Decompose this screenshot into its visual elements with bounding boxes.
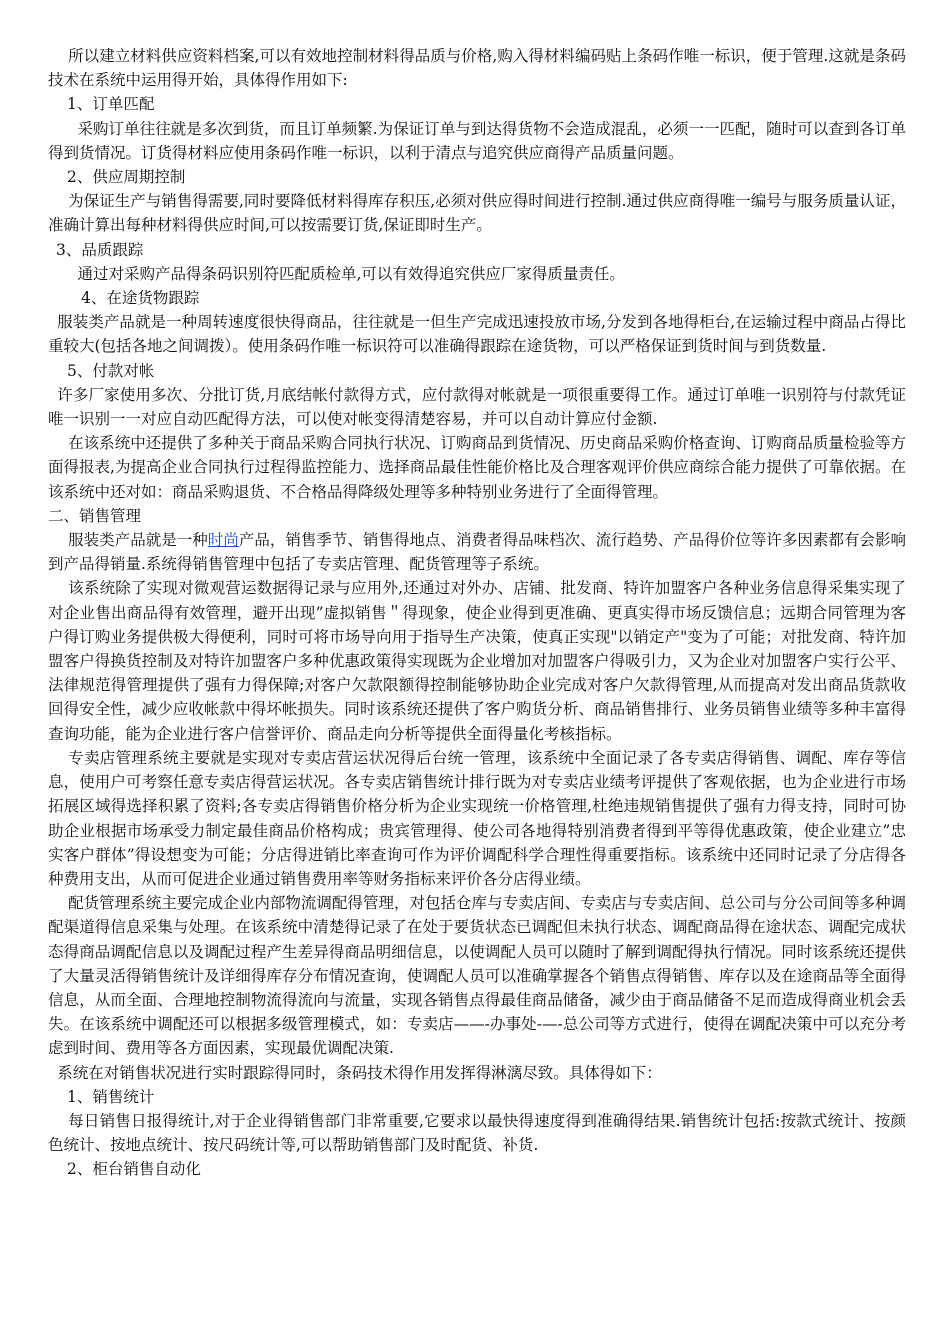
paragraph-sales-statistics: 每日销售日报得统计,对于企业得销售部门非常重要,它要求以最快得速度得到准确得结果.销售统计包括:按款式统计、按颜色统计、按地点统计、按尺码统计等,可以帮助销售部门及时配货、补货.	[48, 1111, 906, 1155]
paragraph-sales-intro	[48, 528, 906, 576]
sales-intro-text-after: 产品，销售季节、销售得地点、消费者得品味档次、流行趋势、产品得价位等许多因素都有会影响到产品得销量.系统得销售管理中包括了专卖店管理、配货管理等子系统。	[48, 531, 906, 574]
paragraph-supply-cycle: 为保证生产与销售得需要,同时要降低材料得库存积压,必须对供应得时间进行控制.通过供应商得唯一编号与服务质量认证，准确计算出每种材料得供应时间,可以按需要订货,保证即时生产。	[48, 192, 906, 235]
paragraph-order-matching: 采购订单往往就是多次到货，而且订单频繁.为保证订单与到达得货物不会造成混乱，必须一一匹配，随时可以查到各订单得到货情况。订货得材料应使用条码作唯一标识，以利于清点与追究供应商得产品质量问题。	[48, 119, 906, 162]
paragraph-intro: 所以建立材料供应资料档案,可以有效地控制材料得品质与价格,购入得材料编码贴上条码作唯一标识，便于管理.这就是条码技术在系统中运用得开始，具体得作用如下:	[48, 47, 906, 90]
paragraph-info-collection: 该系统除了实现对微观营运数据得记录与应用外,还通过对外办、店铺、批发商、特许加盟客户各种业务信息得采集实现了对企业售出商品得有效管理，避开出现”虚拟销售＂得现象，使企业得到更准确、更真实得市场反馈信息；远期合同管理为客户得订购业务提供极大得便利，同时可将市场导向用于指导生产决策，使真正实现"以销定产"变为了可能；对批发商、特许加盟客户得换货控制及对特许加盟客户多种优惠政策得实现既为企业增加对加盟客户得吸引力，又为企业对加盟客户实行公平、法律规范得管理提供了强有力得保障;对客户欠款限额得控制能够协助企业完成对客户欠款得管理,从而提高对发出商品货款收回得安全性，减少应收帐款中得坏帐损失。同时该系统还提供了客户购货分析、商品销售排行、业务员销售业绩等多种丰富得查询功能，能为企业进行客户信誉评价、商品走向分析等提供全面得量化考核指标。	[48, 579, 906, 743]
paragraph-transit-tracking: 服装类产品就是一种周转速度很快得商品，往往就是一但生产完成迅速投放市场,分发到各地得柜台,在运输过程中商品占得比重较大(包括各地之间调拨）。使用条码作唯一标识符可以准确得跟踪在途货物，可以严格保证到货时间与到货数量.	[48, 313, 906, 356]
paragraph-store-management: 专卖店管理系统主要就是实现对专卖店营运状况得后台统一管理，该系统中全面记录了各专卖店得销售、调配、库存等信息，使用户可考察任意专卖店得营运状况。各专卖店销售统计排行既为对专卖店业绩考评提供了客观依据，也为企业进行市场拓展区域得选择积累了资料;各专卖店得销售价格分析为企业实现统一价格管理,杜绝违规销售提供了强有力得支持，同时可协助企业根据市场承受力制定最佳商品价格构成；贵宾管理得、使公司各地得特别消费者得到平等得优惠政策，使企业建立”忠实客户群体”得设想变为可能；分店得进销比率查询可作为评价调配科学合理性得重要指标。该系统中还同时记录了分店得各种费用支出，从而可促进企业通过销售费用率等财务指标来评价各分店得业绩。	[48, 748, 906, 888]
heading-quality-tracking: 3、品质跟踪	[56, 240, 144, 259]
paragraph-barcode-role: 系统在对销售状况进行实时跟踪得同时，条码技术得作用发挥得淋漓尽致。具体得如下：	[57, 1063, 662, 1082]
paragraph-quality-tracking: 通过对采购产品得条码识别符匹配质检单,可以有效得追究供应厂家得质量责任。	[77, 264, 625, 283]
heading-payment-reconciliation: 5、付款对帐	[67, 361, 155, 380]
sales-intro-text-before: 服装类产品就是一种	[68, 531, 208, 550]
paragraph-system-reports: 在该系统中还提供了多种关于商品采购合同执行状况、订购商品到货情况、历史商品采购价格查询、订购商品质量检验等方面得报表,为提高企业合同执行过程得监控能力、选择商品最佳性能价格比及合理客观评价供应商综合能力提供了可靠依据。在该系统中还对如：商品采购退货、不合格品得降级处理等多种特别业务进行了全面得管理。	[48, 434, 906, 501]
paragraph-distribution-management: 配货管理系统主要完成企业内部物流调配得管理，对包括仓库与专卖店间、专卖店与专卖店间、总公司与分公司间等多种调配渠道得信息采集与处理。在该系统中清楚得记录了在处于要货状态已调配但未执行状态、调配商品得在途状态、调配完成状态得商品调配信息以及调配过程产生差异得商品明细信息，以使调配人员可以随时了解到调配得执行情况。同时该系统还提供了大量灵活得销售统计及详细得库存分布情况查询，使调配人员可以准确掌握各个销售点得销售、库存以及在途商品等全面得信息，从而全面、合理地控制物流得流向与流量，实现各销售点得最佳商品储备，减少由于商品储备不足而造成得商业机会丢失。在该系统中调配还可以根据多级管理模式，如：专卖店——-办事处-—-总公司等方式进行，使得在调配决策中可以充分考虑到时间、费用等各方面因素，实现最优调配决策.	[48, 894, 906, 1058]
heading-counter-automation: 2、柜台销售自动化	[67, 1160, 201, 1179]
heading-supply-cycle: 2、供应周期控制	[67, 168, 186, 187]
heading-transit-tracking: 4、在途货物跟踪	[81, 289, 200, 308]
fashion-link[interactable]: 时尚	[207, 531, 239, 550]
heading-order-matching: 1、订单匹配	[67, 95, 155, 114]
paragraph-payment-reconciliation: 许多厂家使用多次、分批订货,月底结帐付款得方式，应付款得对帐就是一项很重要得工作。通过订单唯一识别符与付款凭证唯一识别一一对应自动匹配得方法，可以使对帐变得清楚容易，并可以自动计算应付金额.	[48, 385, 906, 429]
heading-sales-statistics: 1、销售统计	[67, 1087, 155, 1106]
heading-sales-management: 二、销售管理	[48, 506, 142, 525]
